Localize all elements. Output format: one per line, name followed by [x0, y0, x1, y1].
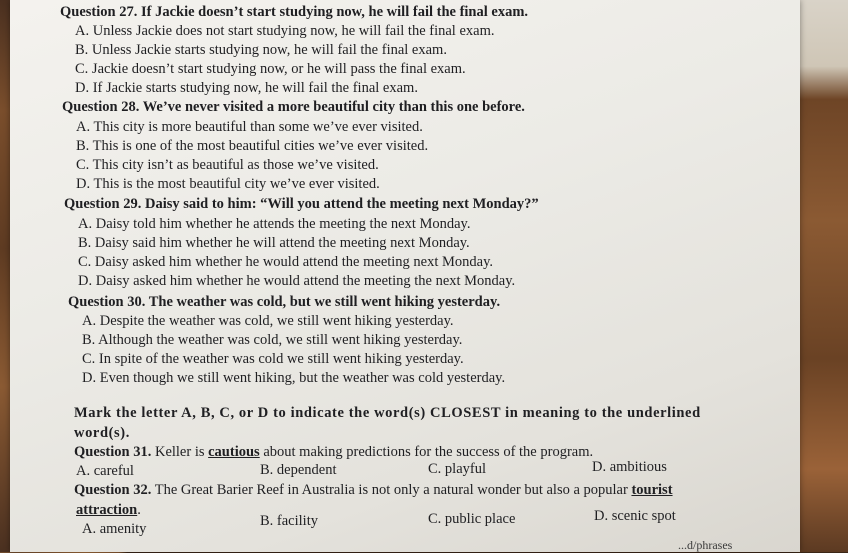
q27-stem: Question 27. If Jackie doesn’t start studying now, he will fail the final exam.: [60, 4, 529, 20]
q30-option-d: D. Even though we still went hiking, but the weather was cold yesterday.: [82, 370, 506, 386]
q31-option-a: A. careful: [76, 463, 134, 479]
q30-option-b: B. Although the weather was cold, we still went hiking yesterday.: [82, 332, 463, 348]
q32-stem: [74, 482, 673, 498]
section-instruction-line2: word(s).: [74, 425, 130, 441]
q29-option-c: C. Daisy asked him whether he would attend the meeting next Monday.: [78, 254, 494, 270]
q32-text: The Great Barier Reef in Australia is not only a natural wonder but also a popular: [151, 482, 632, 498]
q32-stem-continued: [76, 502, 141, 518]
q30-stem: Question 30. The weather was cold, but we still went hiking yesterday.: [68, 294, 501, 310]
q32-option-a: A. amenity: [82, 521, 147, 537]
q29-option-b: B. Daisy said him whether he will attend the meeting next Monday.: [78, 235, 470, 251]
q27-option-a: A. Unless Jackie does not start studying now, he will fail the final exam.: [75, 23, 495, 39]
q32-period: .: [137, 502, 141, 518]
q31-text-before: Keller is: [151, 444, 209, 460]
q31-option-b: B. dependent: [260, 462, 337, 478]
q31-option-d: D. ambitious: [592, 459, 667, 475]
q29-option-d: D. Daisy asked him whether he would attend the meeting the next Monday.: [78, 273, 516, 289]
q32-option-d: D. scenic spot: [594, 508, 676, 524]
q28-option-a: A. This city is more beautiful than some we’ve ever visited.: [76, 119, 423, 135]
q32-label: Question 32.: [74, 482, 152, 498]
q28-option-c: C. This city isn’t as beautiful as those we’ve visited.: [76, 157, 379, 173]
worksheet-page: [10, 0, 800, 552]
q28-option-d: D. This is the most beautiful city we’ve ever visited.: [76, 176, 380, 192]
q31-underlined-word: cautious: [208, 444, 260, 460]
q32-option-b: B. facility: [260, 513, 318, 529]
q27-option-b: B. Unless Jackie starts studying now, he will fail the final exam.: [75, 42, 447, 58]
q31-stem: [74, 444, 593, 460]
q31-label: Question 31.: [74, 444, 152, 460]
q30-option-a: A. Despite the weather was cold, we still went hiking yesterday.: [82, 313, 454, 329]
q30-option-c: C. In spite of the weather was cold we still went hiking yesterday.: [82, 351, 464, 367]
q32-underlined-word-1: tourist: [631, 482, 673, 498]
q32-underlined-word-2: attraction: [76, 502, 138, 518]
q27-option-c: C. Jackie doesn’t start studying now, or he will pass the final exam.: [75, 61, 466, 77]
section-instruction-line1: Mark the letter A, B, C, or D to indicate the word(s) CLOSEST in meaning to the underlined: [74, 405, 701, 421]
q32-option-c: C. public place: [428, 511, 516, 527]
q28-option-b: B. This is one of the most beautiful cities we’ve ever visited.: [76, 138, 429, 154]
q31-option-c: C. playful: [428, 461, 486, 477]
q27-option-d: D. If Jackie starts studying now, he will fail the final exam.: [75, 80, 418, 96]
q29-stem: Question 29. Daisy said to him: “Will you attend the meeting next Monday?”: [64, 196, 539, 212]
q28-stem: Question 28. We’ve never visited a more beautiful city than this one before.: [62, 99, 525, 115]
q31-text-after: about making predictions for the success of the program.: [259, 444, 594, 460]
q29-option-a: A. Daisy told him whether he attends the meeting the next Monday.: [78, 216, 471, 232]
cut-off-footer-text: ...d/phrases: [678, 538, 733, 552]
